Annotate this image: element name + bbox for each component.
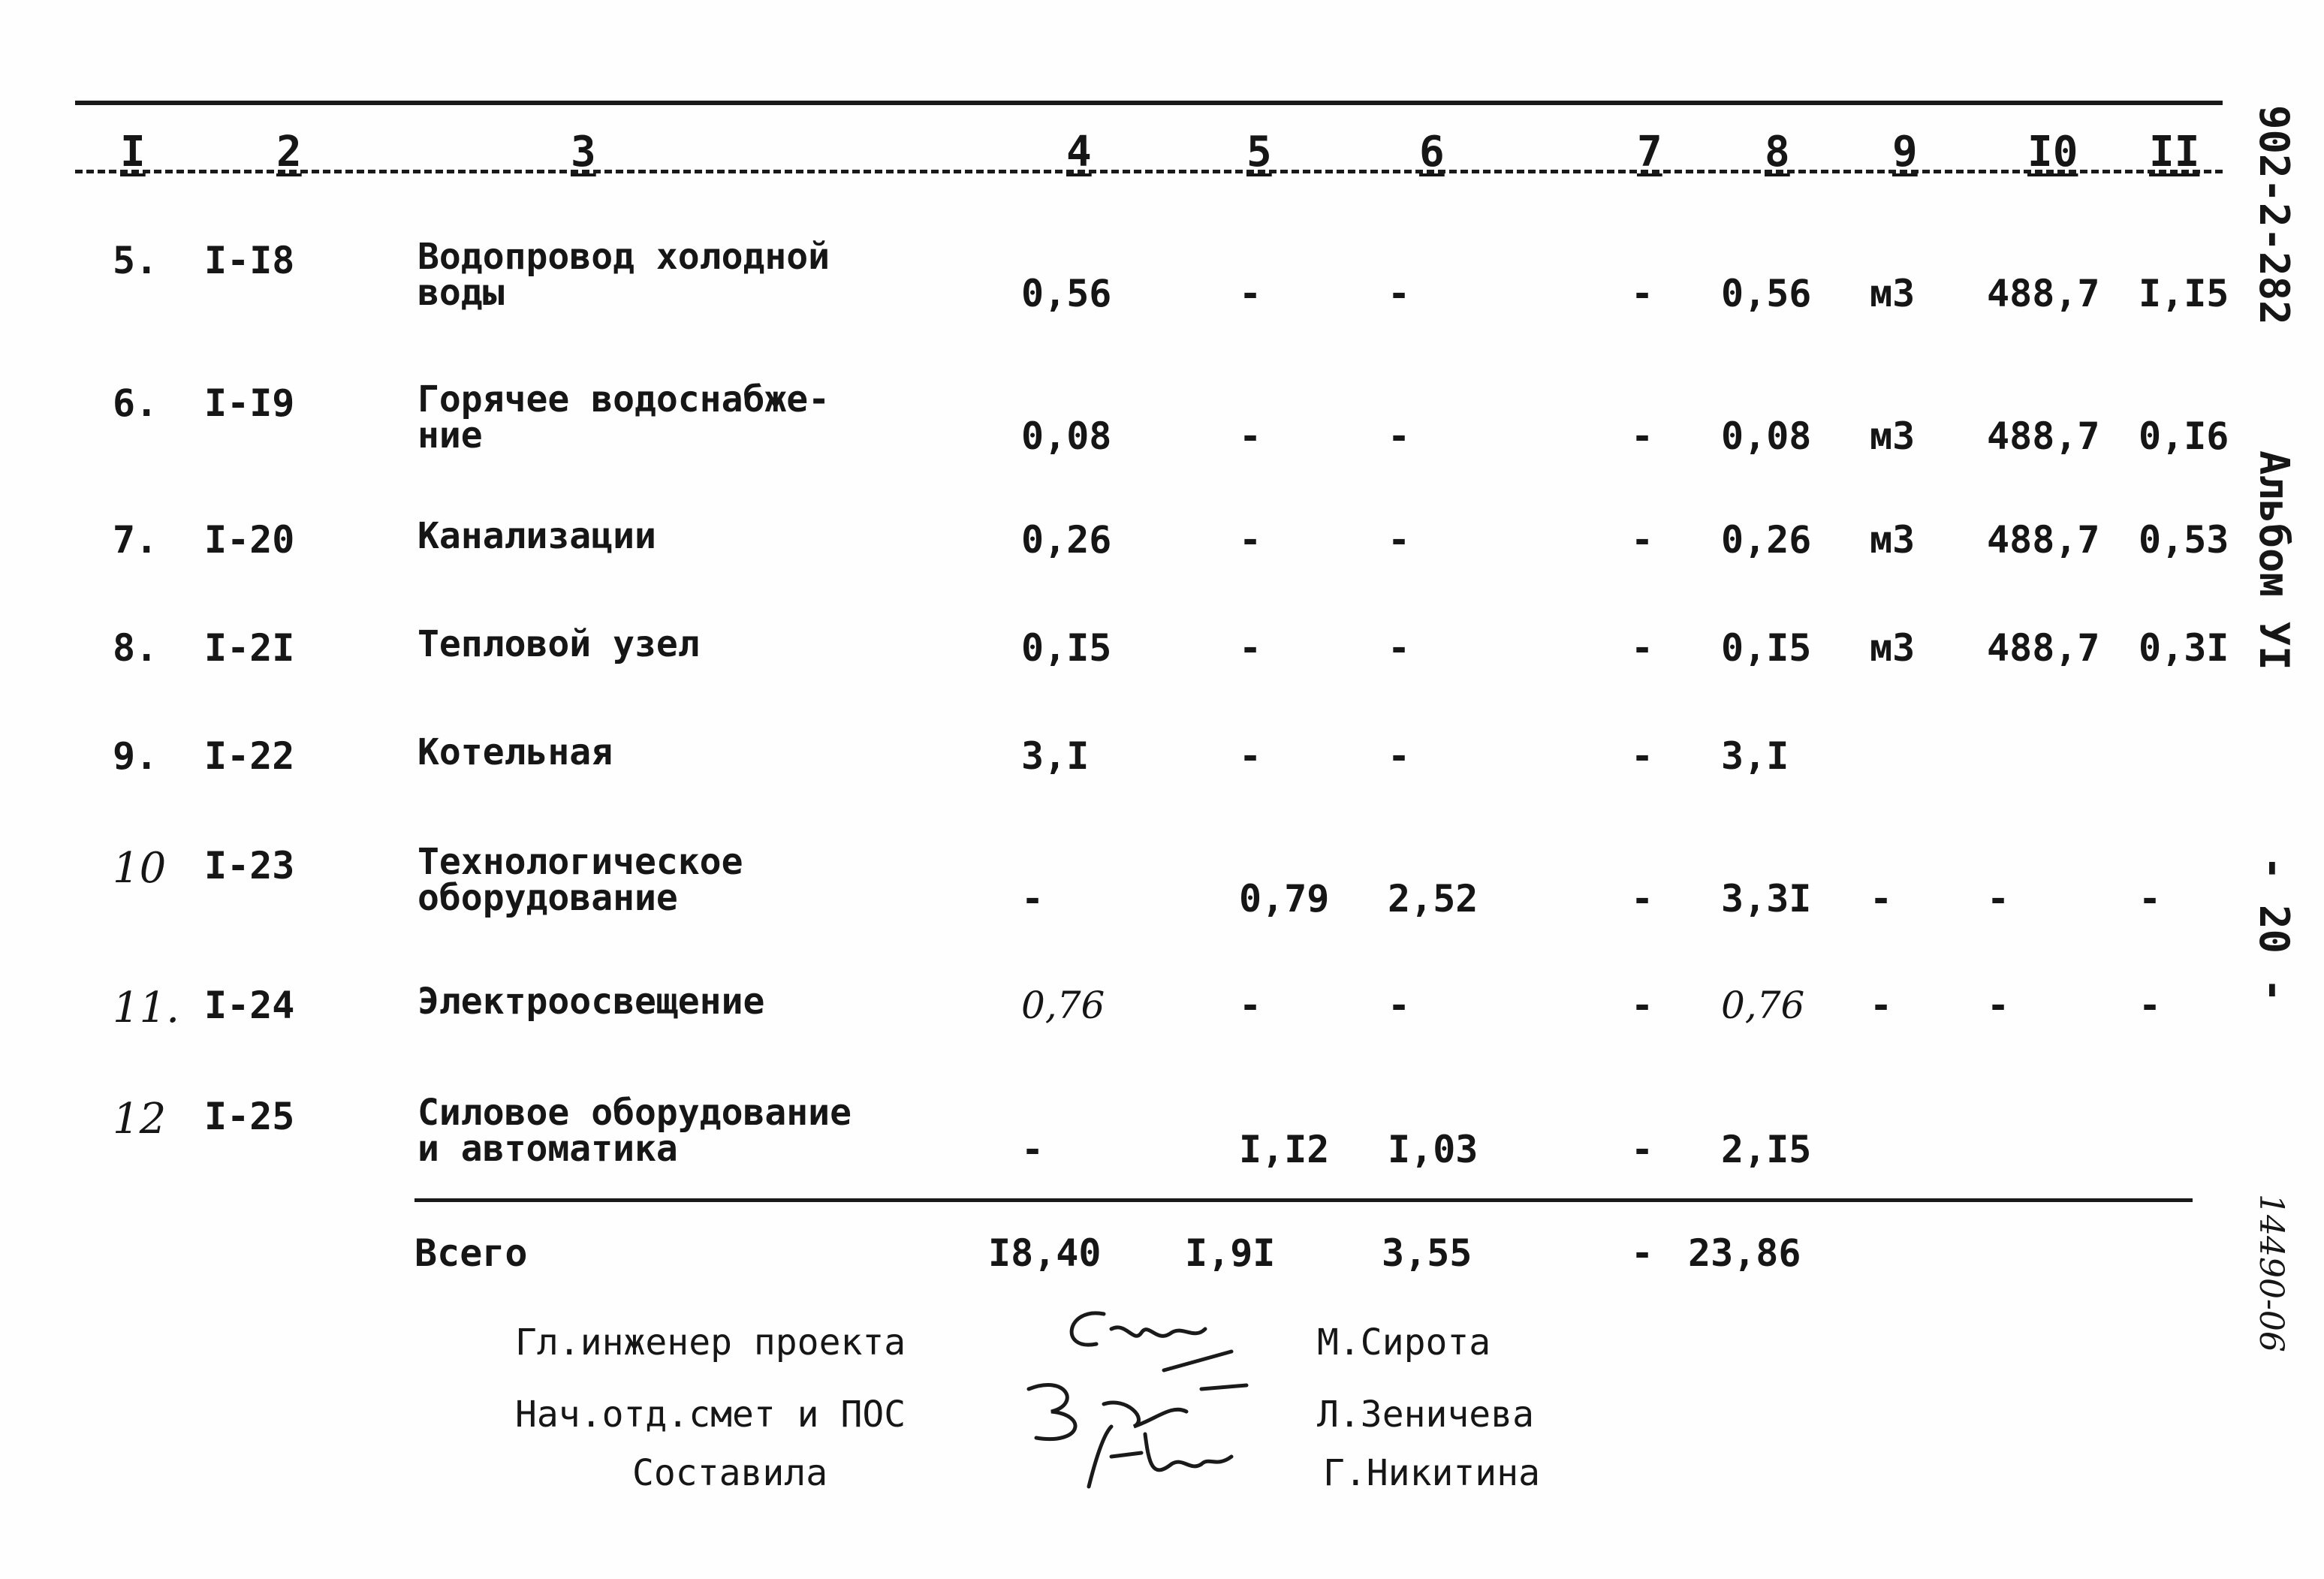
row-cell-c7: - bbox=[1631, 414, 1654, 458]
row-cell-c8: 0,I5 bbox=[1721, 626, 1812, 670]
row-cell-c11: 0,53 bbox=[2139, 518, 2229, 562]
row-cell-c4: 0,08 bbox=[1021, 414, 1112, 458]
row-cell-c5: I,I2 bbox=[1239, 1128, 1330, 1171]
row-cell-code: I-I8 bbox=[204, 239, 295, 282]
column-header-5: 5 bbox=[1246, 128, 1272, 176]
row-cell-c11: 0,3I bbox=[2139, 626, 2229, 670]
row-cell-name: Канализации bbox=[417, 515, 656, 557]
row-cell-c7: - bbox=[1631, 984, 1654, 1027]
row-cell-num: 7. bbox=[113, 518, 158, 562]
column-header-6: 6 bbox=[1419, 128, 1445, 176]
row-cell-c9: - bbox=[1870, 984, 1893, 1027]
row-cell-c6: I,03 bbox=[1388, 1128, 1478, 1171]
row-cell-c6: - bbox=[1388, 272, 1411, 315]
row-cell-c4: - bbox=[1021, 1128, 1044, 1171]
row-cell-num: 5. bbox=[113, 239, 158, 282]
row-cell-code: I-24 bbox=[204, 984, 295, 1027]
row-cell-c11: I,I5 bbox=[2139, 272, 2229, 315]
row-cell-c5: - bbox=[1239, 984, 1262, 1027]
row-cell-c11: 0,I6 bbox=[2139, 414, 2229, 458]
row-cell-c10: - bbox=[1987, 984, 2010, 1027]
row-cell-name: Силовое оборудование и автоматика bbox=[417, 1092, 852, 1170]
column-header-2: 2 bbox=[276, 128, 302, 176]
row-cell-c5: - bbox=[1239, 626, 1262, 670]
column-header-9: 9 bbox=[1892, 128, 1918, 176]
total-label: Всего bbox=[414, 1231, 528, 1275]
row-cell-c8: 0,26 bbox=[1721, 518, 1812, 562]
row-cell-name: Водопровод холодной воды bbox=[417, 236, 830, 314]
column-header-4: 4 bbox=[1066, 128, 1092, 176]
handwritten-signature-2 bbox=[1021, 1374, 1261, 1494]
row-cell-c7: - bbox=[1631, 518, 1654, 562]
row-cell-num: 11. bbox=[113, 984, 180, 1032]
side-page-number: - 20 - bbox=[2250, 856, 2298, 1003]
side-stamp-number: 14490-06 bbox=[2252, 1194, 2290, 1352]
row-cell-num: 10 bbox=[113, 844, 167, 893]
row-cell-c8: 3,3I bbox=[1721, 877, 1812, 921]
row-cell-num: 12 bbox=[113, 1095, 167, 1144]
header-dashed-rule bbox=[75, 170, 2223, 173]
row-cell-code: I-I9 bbox=[204, 381, 295, 425]
row-cell-c4: 0,56 bbox=[1021, 272, 1112, 315]
row-cell-c5: - bbox=[1239, 734, 1262, 778]
row-cell-name: Электроосвещение bbox=[417, 981, 765, 1023]
row-cell-c7: - bbox=[1631, 626, 1654, 670]
top-rule bbox=[75, 101, 2223, 105]
row-cell-c10: 488,7 bbox=[1987, 518, 2100, 562]
row-cell-c10: - bbox=[1987, 877, 2010, 921]
total-col-8: 23,86 bbox=[1688, 1231, 1801, 1275]
row-cell-c10: 488,7 bbox=[1987, 626, 2100, 670]
total-rule bbox=[414, 1198, 2193, 1202]
signature-role-department-head: Нач.отд.смет и ПОС bbox=[515, 1394, 906, 1436]
row-cell-c7: - bbox=[1631, 877, 1654, 921]
row-cell-c6: - bbox=[1388, 414, 1411, 458]
row-cell-c9: - bbox=[1870, 877, 1893, 921]
row-cell-code: I-23 bbox=[204, 844, 295, 887]
row-cell-c9: м3 bbox=[1870, 626, 1916, 670]
row-cell-c8: 0,08 bbox=[1721, 414, 1812, 458]
side-album-label: Альбом УI bbox=[2250, 450, 2298, 670]
row-cell-name: Горячее водоснабже- ние bbox=[417, 378, 830, 457]
side-project-number: 902-2-282 bbox=[2250, 105, 2298, 325]
row-cell-c10: 488,7 bbox=[1987, 414, 2100, 458]
row-cell-c6: 2,52 bbox=[1388, 877, 1478, 921]
row-cell-c4: 3,I bbox=[1021, 734, 1090, 778]
row-cell-c6: - bbox=[1388, 626, 1411, 670]
row-cell-c9: м3 bbox=[1870, 518, 1916, 562]
row-cell-c7: - bbox=[1631, 734, 1654, 778]
row-cell-c4: 0,76 bbox=[1021, 984, 1105, 1027]
handwritten-signature-1 bbox=[1051, 1299, 1277, 1382]
row-cell-num: 8. bbox=[113, 626, 158, 670]
row-cell-num: 6. bbox=[113, 381, 158, 425]
column-header-8: 8 bbox=[1765, 128, 1790, 176]
row-cell-c4: 0,I5 bbox=[1021, 626, 1112, 670]
total-col-7: - bbox=[1631, 1231, 1654, 1275]
row-cell-c8: 0,76 bbox=[1721, 984, 1805, 1027]
total-col-4: I8,40 bbox=[988, 1231, 1102, 1275]
row-cell-code: I-25 bbox=[204, 1095, 295, 1138]
row-cell-c6: - bbox=[1388, 734, 1411, 778]
column-header-1: I bbox=[120, 128, 146, 176]
row-cell-c6: - bbox=[1388, 518, 1411, 562]
row-cell-c4: 0,26 bbox=[1021, 518, 1112, 562]
row-cell-c7: - bbox=[1631, 1128, 1654, 1171]
row-cell-c9: м3 bbox=[1870, 414, 1916, 458]
row-cell-c11: - bbox=[2139, 877, 2162, 921]
row-cell-c8: 2,I5 bbox=[1721, 1128, 1812, 1171]
row-cell-code: I-20 bbox=[204, 518, 295, 562]
row-cell-name: Технологическое оборудование bbox=[417, 841, 743, 919]
column-header-7: 7 bbox=[1637, 128, 1662, 176]
row-cell-name: Тепловой узел bbox=[417, 623, 700, 665]
row-cell-c10: 488,7 bbox=[1987, 272, 2100, 315]
row-cell-c11: - bbox=[2139, 984, 2162, 1027]
total-col-6: 3,55 bbox=[1382, 1231, 1472, 1275]
signature-role-compiler: Составила bbox=[632, 1452, 828, 1494]
row-cell-c7: - bbox=[1631, 272, 1654, 315]
row-cell-c6: - bbox=[1388, 984, 1411, 1027]
signature-name-compiler: Г.Никитина bbox=[1323, 1452, 1540, 1494]
row-cell-c8: 0,56 bbox=[1721, 272, 1812, 315]
row-cell-code: I-2I bbox=[204, 626, 295, 670]
signature-role-chief-engineer: Гл.инженер проекта bbox=[515, 1321, 906, 1364]
row-cell-c5: - bbox=[1239, 272, 1262, 315]
column-header-10: I0 bbox=[2027, 128, 2078, 176]
column-header-3: 3 bbox=[571, 128, 596, 176]
row-cell-c5: - bbox=[1239, 414, 1262, 458]
signature-name-department-head: Л.Зеничева bbox=[1317, 1394, 1534, 1436]
row-cell-c5: 0,79 bbox=[1239, 877, 1330, 921]
signature-name-chief-engineer: М.Сирота bbox=[1317, 1321, 1491, 1364]
row-cell-c4: - bbox=[1021, 877, 1044, 921]
row-cell-c9: м3 bbox=[1870, 272, 1916, 315]
row-cell-name: Котельная bbox=[417, 731, 613, 773]
total-col-5: I,9I bbox=[1185, 1231, 1276, 1275]
row-cell-c5: - bbox=[1239, 518, 1262, 562]
row-cell-num: 9. bbox=[113, 734, 158, 778]
row-cell-code: I-22 bbox=[204, 734, 295, 778]
row-cell-c8: 3,I bbox=[1721, 734, 1789, 778]
column-header-11: II bbox=[2149, 128, 2200, 176]
